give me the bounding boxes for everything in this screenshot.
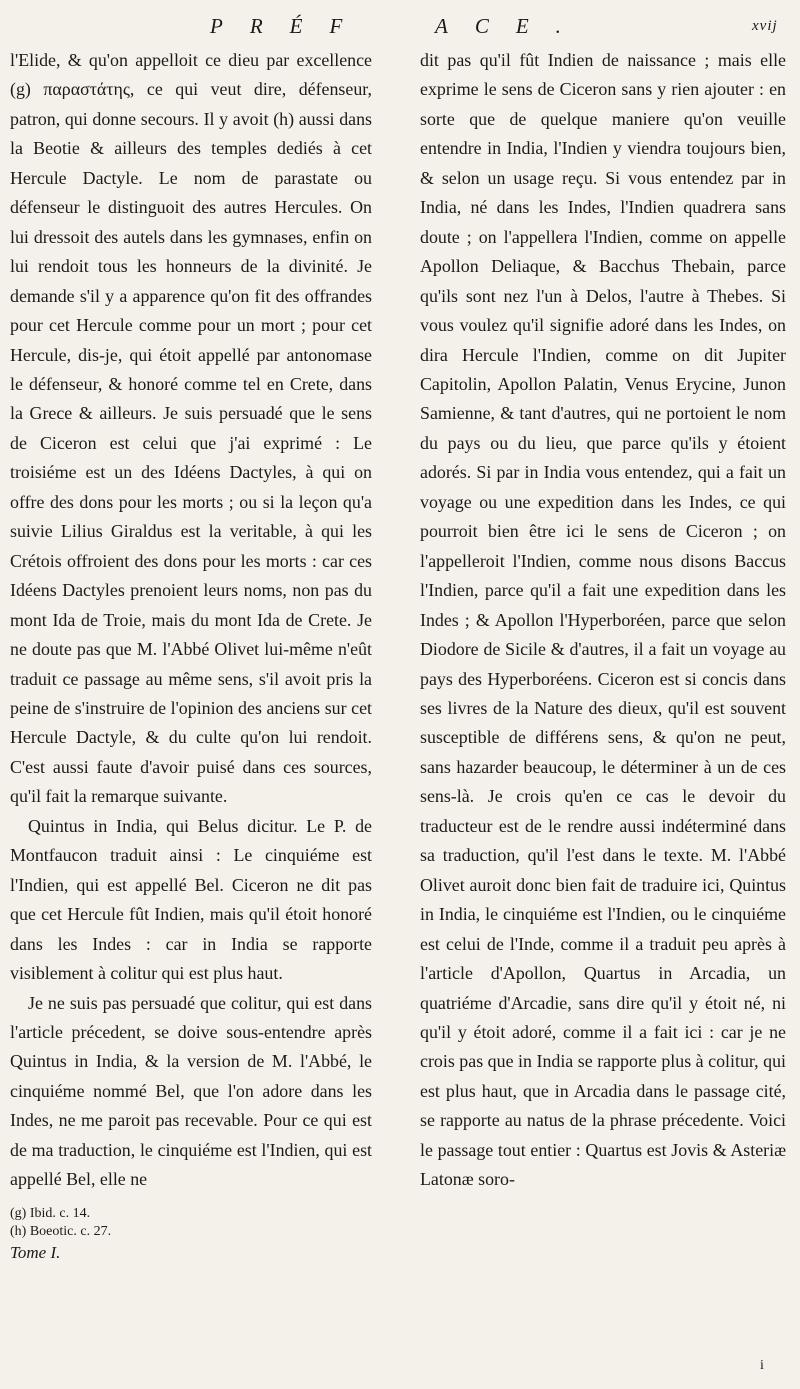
footnote: (g) Ibid. c. 14. bbox=[10, 1205, 91, 1221]
footnote: (h) Boeotic. c. 27. bbox=[10, 1223, 112, 1239]
left-column bbox=[10, 46, 372, 1265]
paragraph: Je ne suis pas persuadé que colitur, qui est dans l'article précedent, se doive sous-entendre après Quintus in India, & la version de M. l'Abbé, le cinquiéme nommé Bel, que l'on adore dans les Indes, ne me paroit pas recevable. Pour ce qui est de ma traduction, le cinquiéme est l'Indien, qui est appellé Bel, elle ne bbox=[10, 992, 372, 1190]
running-head-left: PRÉF bbox=[210, 14, 370, 38]
catchword: i bbox=[760, 1358, 764, 1373]
paragraph: l'Elide, & qu'on appelloit ce dieu par excellence (g) παραστάτης, ce qui veut dire, défenseur, patron, qui donne secours. Il y avoit (h) aussi dans la Beotie & ailleurs des temples dediés à cet Hercule Dactyle. Le nom de parastate ou défenseur le distinguoit des autres Hercules. On lui dressoit des autels dans les gymnases, enfin on lui rendoit tous les honneurs de la divinité. Je demande s'il y a apparence qu'on fit des offrandes pour cet Hercule comme pour un mort ; pour cet Hercule, dis-je, qui étoit appellé par antonomase le défenseur, & honoré comme tel en Crete, dans la Grece & ailleurs. Je suis persuadé que le sens de Ciceron est celui que j'ai exprimé : Le troisiéme est un des Idéens Dactyles, à qui on offre des dons pour les morts ; ou si la leçon qu'a suivie Lilius Giraldus est la veritable, à qui les Crétois offroient des dons pour les morts : car ces Idéens Dactyles prenoient leurs noms, non pas du mont Ida de Troie, mais du mont Ida de Crete. Je ne doute pas que M. l'Abbé Olivet lui-même n'eût traduit ce passage au même sens, s'il avoit pris la peine de s'instruire de l'opinion des anciens sur cet Hercule Dactyle, & du culte qu'on lui rendoit. C'est aussi faute d'avoir puisé dans ces sources, qu'il fait la remarque suivante. bbox=[10, 50, 372, 807]
right-column bbox=[420, 46, 786, 1195]
signature-mark: Tome I. bbox=[10, 1242, 61, 1262]
running-head-right: ACE. bbox=[435, 14, 588, 38]
paragraph: Quintus in India, qui Belus dicitur. Le P. de Montfaucon traduit ainsi : Le cinquiéme est l'Indien, qui est appellé Bel. Ciceron ne dit pas que cet Hercule fût Indien, mais qu'il étoit honoré dans les Indes : car in India se rapporte visiblement à colitur qui est plus haut. bbox=[10, 815, 372, 984]
paragraph: dit pas qu'il fût Indien de naissance ; mais elle exprime le sens de Ciceron sans y rien ajouter : en sorte que de quelque maniere qu'on veuille entendre in India, l'Indien y viendra toujours bien, & selon un usage reçu. Si vous entendez par in India, né dans les Indes, l'Indien quadrera sans doute ; on l'appellera l'Indien, comme on appelle Apollon Deliaque, & Bacchus Thebain, parce qu'ils sont nez l'un à Delos, l'autre à Thebes. Si vous voulez qu'il signifie adoré dans les Indes, on dira Hercule l'Indien, comme on dit Jupiter Capitolin, Apollon Palatin, Venus Erycine, Junon Samienne, & tant d'autres, qui ne portoient le nom du pays ou du lieu, que parce qu'ils y étoient adorés. Si par in India vous entendez, qui a fait un voyage ou une expedition dans les Indes, ce qui pourroit bien être ici le sens de Ciceron ; on l'appelleroit l'Indien, comme nous disons Baccus l'Indien, parce qu'il a fait une expedition dans les Indes ; & Apollon l'Hyperboréen, parce que selon Diodore de Sicile & d'autres, il a fait un voyage au pays des Hyperboréens. Ciceron est si concis dans ses livres de la Nature des dieux, qu'il est souvent susceptible de différens sens, & qu'on ne peut, sans hazarder beaucoup, le déterminer à un de ces sens-là. Je crois qu'en ce cas le devoir du traducteur est de le rendre aussi indéterminé dans sa traduction, qu'il l'est dans le texte. M. l'Abbé Olivet auroit donc bien fait de traduire ici, Quintus in India, le cinquiéme est l'Indien, ou le cinquiéme est celui de l'Inde, comme il a traduit peu après à l'article d'Apollon, Quartus in Arcadia, un quatriéme d'Arcadie, sans dire qu'il y étoit né, ni qu'il y étoit adoré, comme il a fait ici : car je ne crois pas que in India se rapporte plus à colitur, qui est plus haut, que in Arcadia dans le passage cité, se rapporte au natus de la phrase précedente. Voici le passage tout entier : Quartus est Jovis & Asteriæ Latonæ soro- bbox=[420, 50, 786, 1190]
running-head bbox=[0, 6, 800, 44]
footnotes bbox=[10, 1205, 372, 1265]
page-number: xvij bbox=[752, 18, 778, 34]
